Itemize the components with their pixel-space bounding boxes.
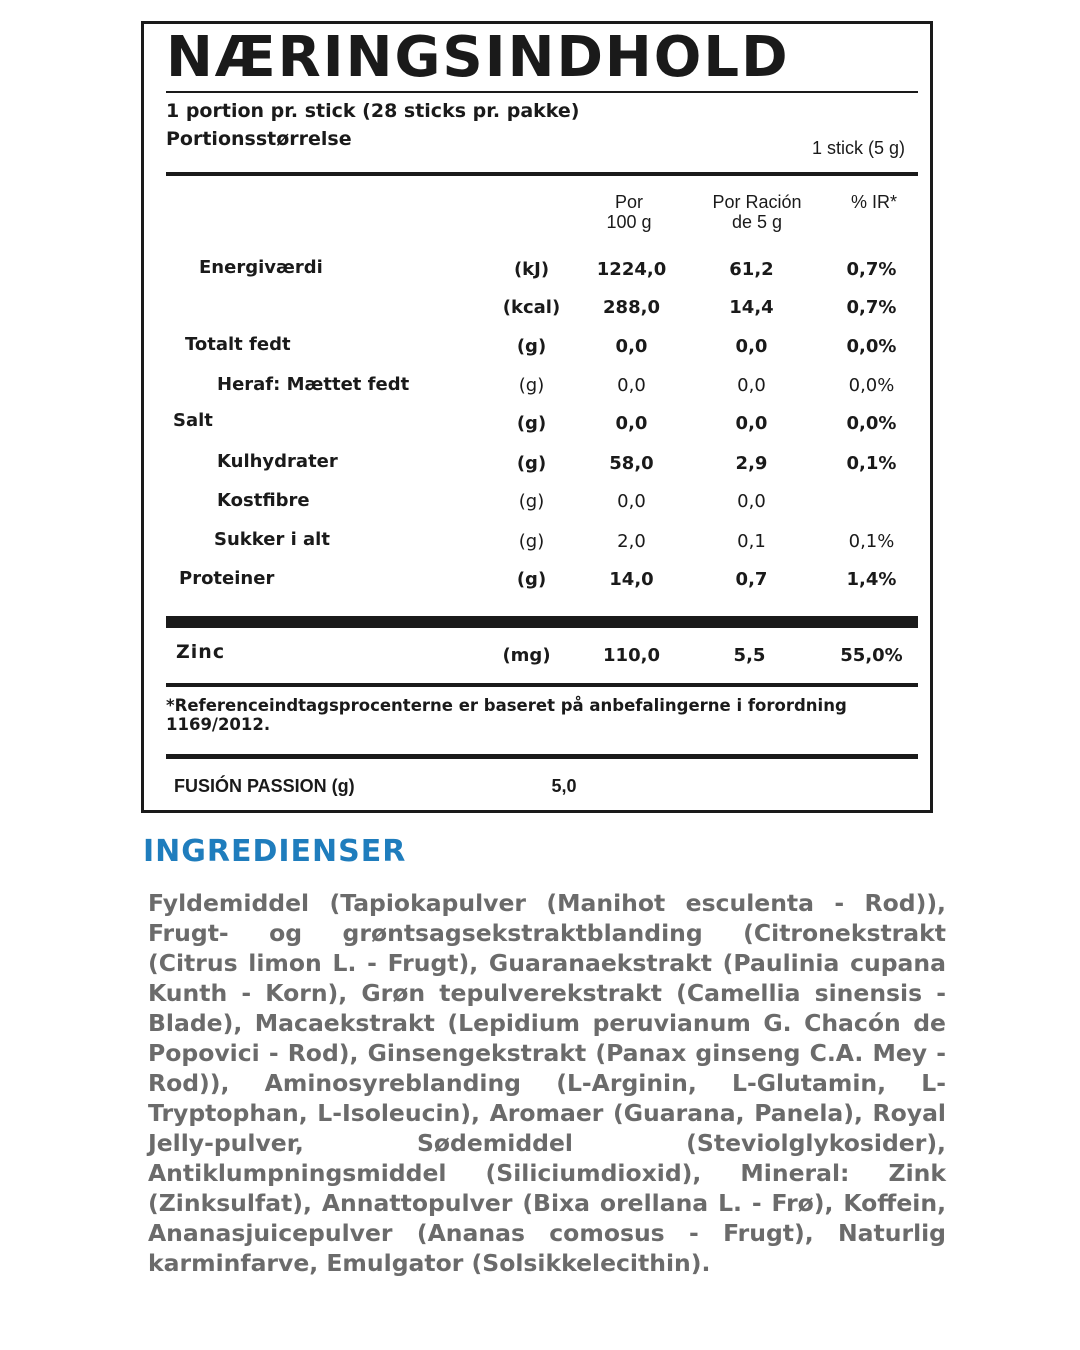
row-carbohydrates-per100: 58,0 (609, 453, 654, 474)
row-saturated-fat-perserving: 0,0 (737, 375, 766, 396)
row-fibre-per100: 0,0 (617, 491, 646, 512)
row-saturated-fat-unit: (g) (518, 375, 545, 396)
row-fat-per100: 0,0 (615, 336, 648, 357)
reference-footnote: *Referenceindtagsprocenterne er baseret på anbefalingerne i forordning 1169/2012. (166, 696, 847, 734)
column-header-per100-line2: 100 g (606, 212, 652, 232)
row-energy-kj-per100: 1224,0 (596, 259, 667, 280)
row-carbohydrates-unit: (g) (516, 453, 547, 474)
row-zinc-ri: 55,0% (840, 645, 903, 666)
row-protein-perserving: 0,7 (735, 569, 768, 590)
row-carbohydrates-perserving: 2,9 (735, 453, 768, 474)
row-fibre-perserving: 0,0 (737, 491, 766, 512)
row-zinc-unit: (mg) (502, 645, 551, 666)
row-energy-kcal-perserving: 14,4 (729, 297, 774, 318)
row-energy-kj-name: Energiværdi (199, 257, 323, 278)
column-header-per100 (584, 192, 674, 232)
row-energy-kcal-ri: 0,7% (846, 297, 897, 318)
zinc-rule (166, 683, 918, 687)
panel-title: NÆRINGSINDHOLD (166, 25, 790, 90)
row-sugar-per100: 2,0 (617, 531, 646, 552)
row-salt-ri: 0,0% (846, 413, 897, 434)
row-energy-kcal-per100: 288,0 (603, 297, 660, 318)
row-carbohydrates-name: Kulhydrater (217, 451, 338, 472)
row-fat-unit: (g) (516, 336, 547, 357)
column-header-perserving (702, 192, 812, 232)
serving-size-label: Portionsstørrelse (166, 128, 352, 150)
row-saturated-fat-ri: 0,0% (848, 375, 895, 396)
row-energy-kcal-unit: (kcal) (502, 297, 561, 318)
row-sugar-ri: 0,1% (848, 531, 895, 552)
row-saturated-fat-name: Heraf: Mættet fedt (217, 374, 410, 395)
row-sugar-name: Sukker i alt (214, 529, 330, 550)
fusion-rule (166, 754, 918, 759)
row-fat-perserving: 0,0 (735, 336, 768, 357)
row-fat-ri: 0,0% (846, 336, 897, 357)
title-rule (166, 91, 918, 93)
ingredients-title: INGREDIENSER (143, 834, 407, 869)
serving-size-value: 1 stick (5 g) (812, 138, 906, 158)
header-rule (166, 172, 918, 176)
ingredients-text: Fyldemiddel (Tapiokapulver (Manihot esculenta - Rod)), Frugt- og grøntsagsekstraktblanding (Citronekstrakt (Citrus limon L. - Frugt), Guaranaekstrakt (Paulinia cupana Kunth - Korn), Grøn tepulverekstrakt (Camellia sinensis - Blade), Macaekstrakt (Lepidium peruvianum G. Chacón de Popovici - Rod), Ginsengekstrakt (Panax ginseng C.A. Mey - Rod)), Aminosyreblanding (L-Arginin, L-Glutamin, L-Tryptophan, L-Isoleucin), Aromaer (Guarana, Panela), Royal Jelly-pulver, Sødemiddel (Steviolglykosider), Antiklumpningsmiddel (Siliciumdioxid), Mineral: Zink (Zinksulfat), Annattopulver (Bixa orellana L. - Frø), Koffein, Ananasjuicepulver (Ananas comosus - Frugt), Naturlig karminfarve, Emulgator (Solsikkelecithin). (148, 889, 946, 1277)
row-protein-per100: 14,0 (609, 569, 654, 590)
row-salt-perserving: 0,0 (735, 413, 768, 434)
row-energy-kj-perserving: 61,2 (729, 259, 774, 280)
row-fibre-name: Kostfibre (217, 490, 310, 511)
row-zinc-perserving: 5,5 (733, 645, 766, 666)
row-protein-unit: (g) (516, 569, 547, 590)
row-salt-per100: 0,0 (615, 413, 648, 434)
nutrition-panel (141, 21, 933, 813)
row-fibre-unit: (g) (518, 491, 545, 512)
fusion-value: 5,0 (551, 776, 577, 796)
fusion-name: FUSIÓN PASSION (g) (174, 776, 355, 796)
row-sugar-unit: (g) (518, 531, 545, 552)
row-salt-unit: (g) (516, 413, 547, 434)
row-protein-name: Proteiner (179, 568, 275, 589)
row-saturated-fat-per100: 0,0 (617, 375, 646, 396)
row-fat-name: Totalt fedt (185, 334, 291, 355)
column-header-perserving-line1: Por Ración (712, 192, 802, 212)
row-sugar-perserving: 0,1 (737, 531, 766, 552)
row-salt-name: Salt (173, 410, 213, 431)
row-energy-kj-unit: (kJ) (513, 259, 550, 280)
row-zinc-per100: 110,0 (603, 645, 660, 666)
row-zinc-name: Zinc (176, 641, 226, 663)
thick-rule (166, 616, 918, 628)
serving-description: 1 portion pr. stick (28 sticks pr. pakke) (166, 100, 580, 122)
row-energy-kj-ri: 0,7% (846, 259, 897, 280)
column-header-ri: % IR* (850, 192, 897, 212)
column-header-per100-line1: Por (614, 192, 643, 212)
column-header-perserving-line2: de 5 g (731, 212, 783, 232)
row-protein-ri: 1,4% (846, 569, 897, 590)
row-carbohydrates-ri: 0,1% (846, 453, 897, 474)
